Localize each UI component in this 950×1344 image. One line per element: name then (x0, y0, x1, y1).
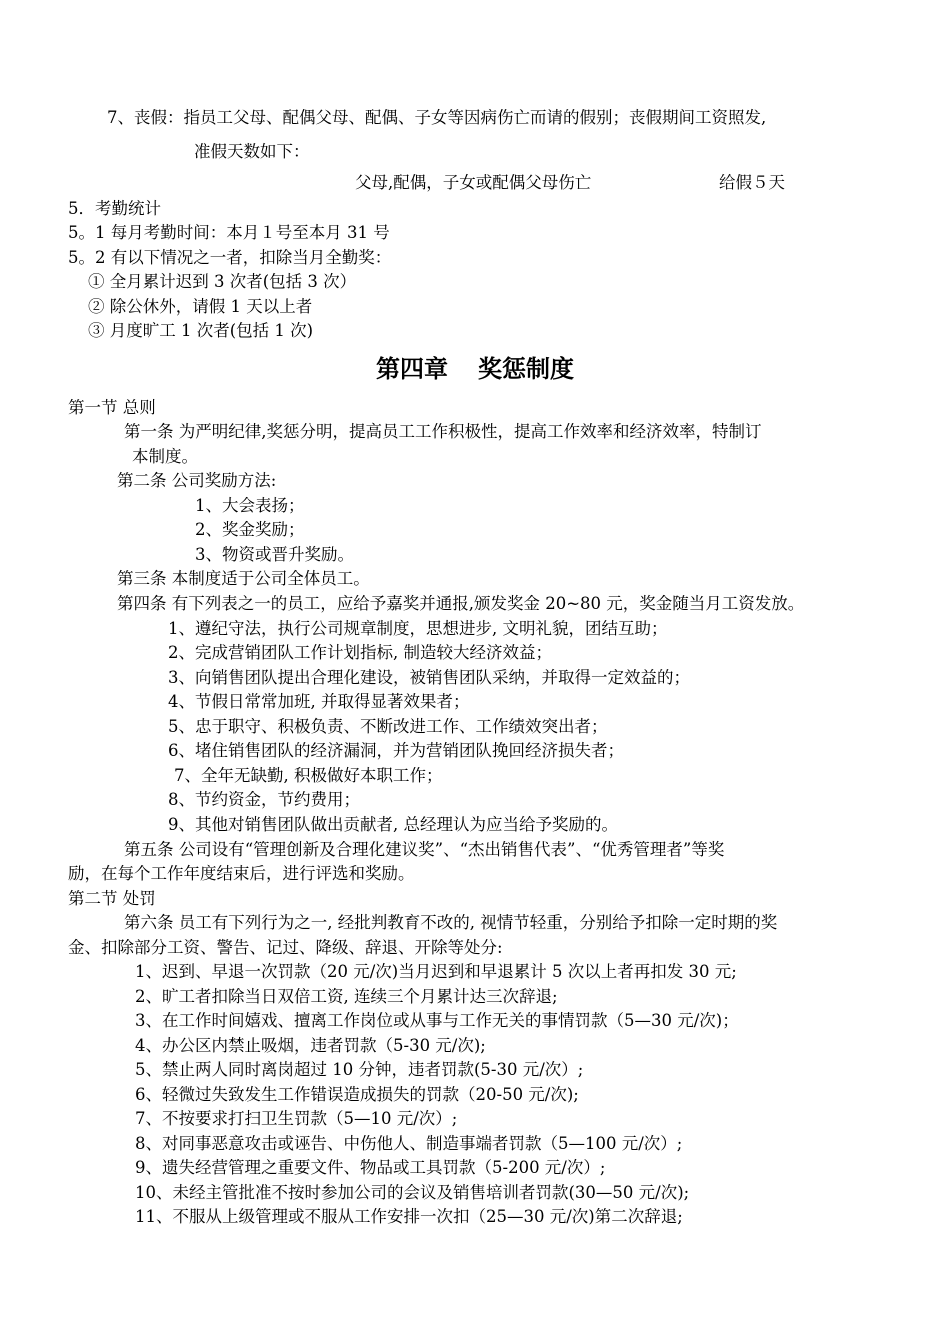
article6-item-4: 4、办公区内禁止吸烟，违者罚款（5-30 元/次); (135, 1036, 486, 1055)
article2-item-2: 2、奖金奖励； (195, 520, 305, 539)
article6-item-9: 9、遗失经营管理之重要文件、物品或工具罚款（5-200 元/次）; (135, 1158, 606, 1177)
article6-line2: 金、扣除部分工资、警告、记过、降级、辞退、开除等处分: (68, 938, 503, 957)
attendance-p1: 5。1 每月考勤时间：本月１号至本月 31 号 (68, 223, 390, 242)
article4-item-9: 9、其他对销售团队做出贡献者, 总经理认为应当给予奖励的。 (168, 815, 618, 834)
article4-item-1: 1、遵纪守法，执行公司规章制度，思想进步, 文明礼貌，团结互助； (168, 619, 668, 638)
leave-item-7-line2: 准假天数如下： (194, 142, 310, 161)
article4-item-7: 7、全年无缺勤, 积极做好本职工作； (174, 766, 443, 785)
attendance-c2: ② 除公休外，请假 1 天以上者 (88, 297, 313, 316)
leave-item-7-line1: 7、丧假：指员工父母、配偶父母、配偶、子女等因病伤亡而请的假别；丧假期间工资照发, (107, 108, 767, 127)
article4-item-8: 8、节约资金，节约费用； (168, 790, 360, 809)
article6-line1: 第六条 员工有下列行为之一, 经批判教育不改的, 视情节轻重，分别给予扣除一定时期的奖 (124, 913, 778, 932)
article3: 第三条 本制度适于公司全体员工。 (117, 569, 370, 588)
article5-line1: 第五条 公司设有“管理创新及合理化建议奖”、“杰出销售代表”、“优秀管理者”等奖 (124, 840, 725, 859)
article6-item-1: 1、迟到、早退一次罚款（20 元/次)当月迟到和早退累计 5 次以上者再扣发 30 元; (135, 962, 737, 981)
article4-item-4: 4、节假日常常加班, 并取得显著效果者； (168, 692, 470, 711)
chapter-title (0, 352, 950, 386)
article6-item-5: 5、禁止两人同时离岗超过 10 分钟，违者罚款(5-30 元/次）; (135, 1060, 584, 1079)
article4: 第四条 有下列表之一的员工，应给予嘉奖并通报,颁发奖金 20~80 元，奖金随当月工资发放。 (117, 594, 805, 613)
section1-heading: 第一节 总则 (68, 398, 156, 417)
article2-item-1: 1、大会表扬； (195, 496, 305, 515)
chapter-title-name: 奖惩制度 (478, 355, 574, 383)
article4-item-2: 2、完成营销团队工作计划指标, 制造较大经济效益； (168, 643, 552, 662)
leave-table-left: 父母,配偶，子女或配偶父母伤亡 (355, 173, 592, 192)
article1-line2: 本制度。 (132, 447, 198, 466)
attendance-c1: ① 全月累计迟到 3 次者(包括 3 次） (88, 272, 357, 291)
article1-line1: 第一条 为严明纪律,奖惩分明，提高员工工作积极性，提高工作效率和经济效率，特制订 (124, 422, 762, 441)
article6-item-11: 11、不服从上级管理或不服从工作安排一次扣（25—30 元/次)第二次辞退; (135, 1207, 683, 1226)
article4-item-6: 6、堵住销售团队的经济漏洞，并为营销团队挽回经济损失者； (168, 741, 624, 760)
chapter-title-number: 第四章 (376, 355, 448, 383)
article4-item-5: 5、忠于职守、积极负责、不断改进工作、工作绩效突出者； (168, 717, 608, 736)
section2-heading: 第二节 处罚 (68, 889, 156, 908)
article6-item-10: 10、未经主管批准不按时参加公司的会议及销售培训者罚款(30—50 元/次); (135, 1183, 690, 1202)
article6-item-2: 2、旷工者扣除当日双倍工资, 连续三个月累计达三次辞退; (135, 987, 558, 1006)
article5-line2: 励，在每个工作年度结束后，进行评选和奖励。 (68, 864, 415, 883)
article2-item-3: 3、物资或晋升奖励。 (195, 545, 354, 564)
article4-item-3: 3、向销售团队提出合理化建设，被销售团队采纳，并取得一定效益的； (168, 668, 690, 687)
article6-item-3: 3、在工作时间嬉戏、擅离工作岗位或从事与工作无关的事情罚款（5—30 元/次)； (135, 1011, 739, 1030)
article6-item-8: 8、对同事恶意攻击或诬告、中伤他人、制造事端者罚款（5—100 元/次）; (135, 1134, 683, 1153)
attendance-p2: 5。2 有以下情况之一者，扣除当月全勤奖： (68, 248, 392, 267)
article6-item-7: 7、不按要求打扫卫生罚款（5—10 元/次）; (135, 1109, 458, 1128)
attendance-heading: 5．考勤统计 (68, 199, 161, 218)
attendance-c3: ③ 月度旷工 1 次者(包括 1 次) (88, 321, 314, 340)
article2: 第二条 公司奖励方法: (117, 471, 277, 490)
article6-item-6: 6、轻微过失致发生工作错误造成损失的罚款（20-50 元/次); (135, 1085, 579, 1104)
leave-table-right: 给假５天 (719, 173, 785, 192)
